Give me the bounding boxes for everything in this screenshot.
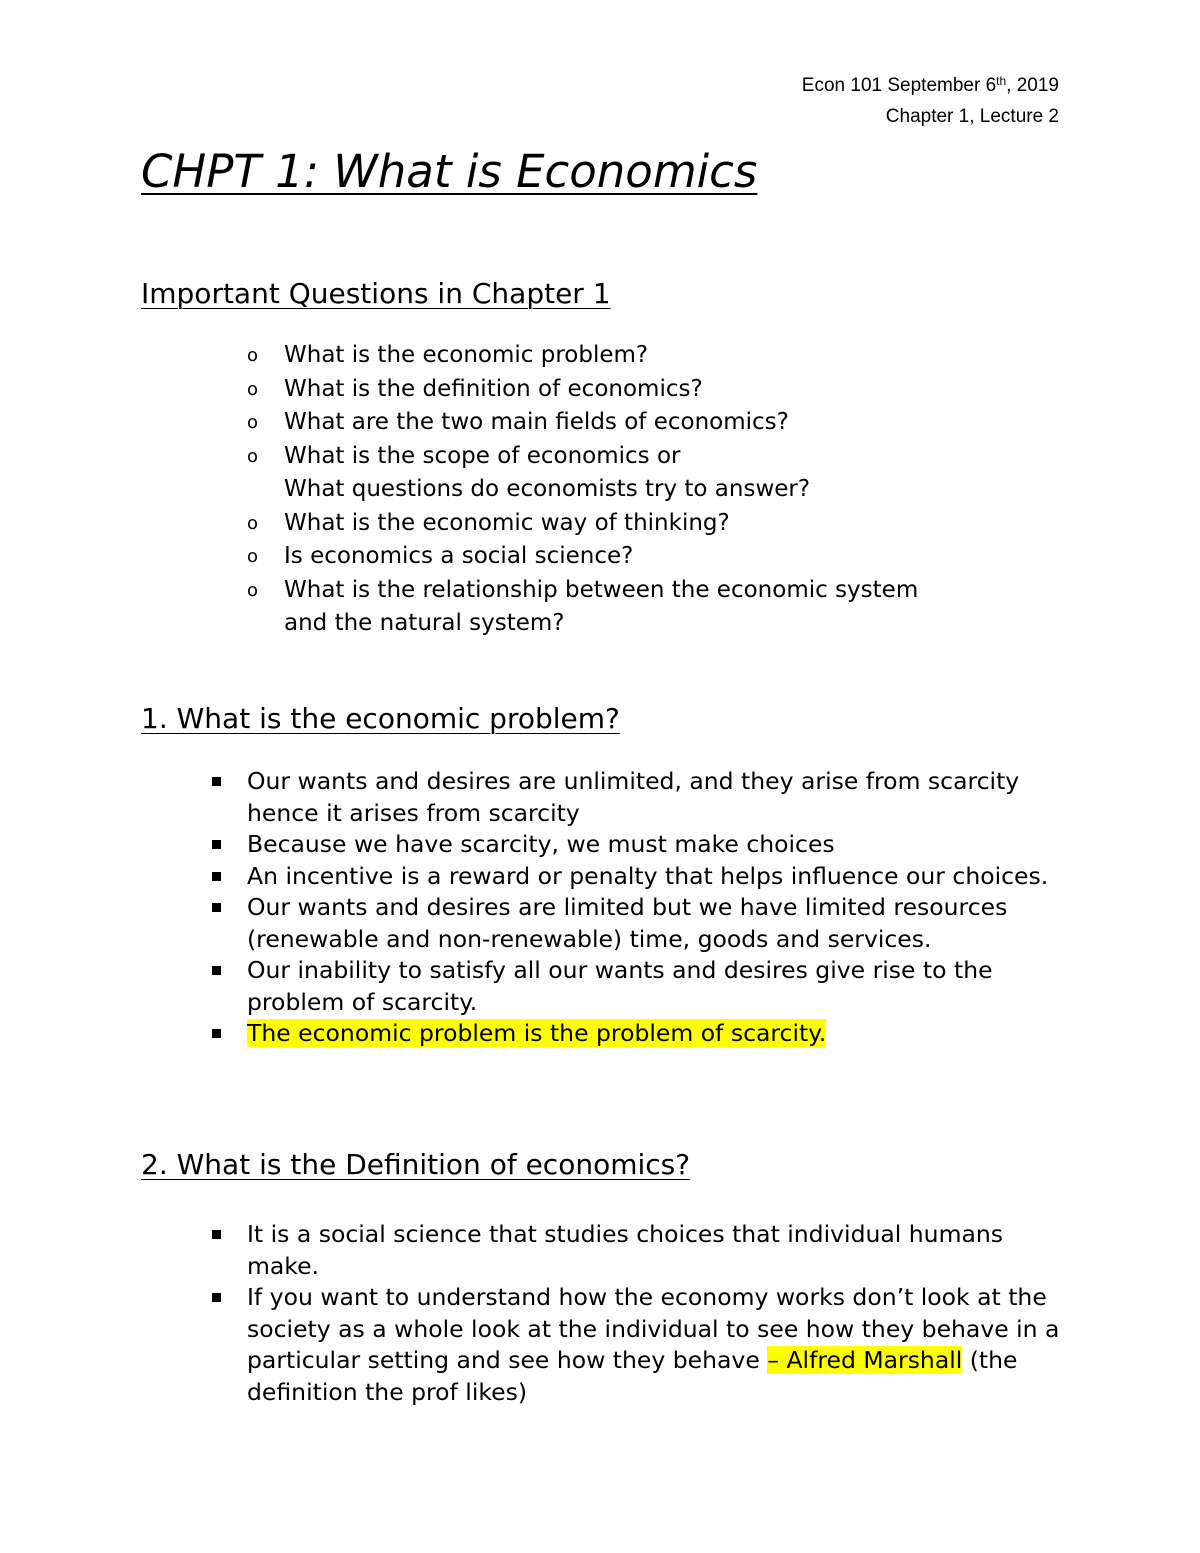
- circle-bullet-icon: o: [247, 445, 259, 467]
- page-title: CHPT 1: What is Economics: [141, 145, 758, 198]
- section-2-heading: 2. What is the Definition of economics?: [141, 1148, 691, 1181]
- square-bullet-icon: [212, 903, 221, 912]
- square-bullet-icon: [212, 1029, 221, 1038]
- list-item: [0, 540, 918, 574]
- question-text: What is the scope of economics or: [284, 442, 681, 469]
- header-course-date-prefix: Econ 101 September 6: [801, 75, 997, 96]
- important-questions-list: [0, 339, 918, 641]
- square-bullet-icon: [212, 872, 221, 881]
- circle-bullet-icon: o: [247, 412, 259, 433]
- list-item: [0, 861, 1077, 893]
- square-bullet-icon: [212, 1293, 221, 1302]
- list-item: [0, 507, 918, 541]
- list-item: [0, 406, 918, 440]
- circle-bullet-icon: o: [247, 345, 259, 366]
- square-bullet-icon: [212, 777, 221, 786]
- list-item: [0, 1282, 1077, 1408]
- square-bullet-icon: [212, 966, 221, 975]
- list-item: [0, 766, 1077, 829]
- header-year: , 2019: [1006, 75, 1059, 96]
- question-text: and the natural system?: [284, 610, 565, 636]
- question-text: What are the two main fields of economics?: [284, 409, 789, 435]
- question-text: What questions do economists try to answer?: [284, 476, 811, 502]
- bullet-text: If you want to understand how the economy works don’t look at the society as a whole look at the individual to see how they behave in a particular setting and see how they behave: [247, 1283, 1060, 1374]
- highlighted-bullet-text: The economic problem is the problem of scarcity.: [247, 1019, 827, 1047]
- header-course-date: [802, 70, 1059, 101]
- list-item: [0, 339, 918, 373]
- section-1-bullet-list: [0, 766, 1077, 1050]
- header-chapter-lecture: Chapter 1, Lecture 2: [885, 106, 1059, 127]
- list-item: [0, 1018, 1077, 1050]
- bullet-text: Our wants and desires are limited but we have limited resources (renewable and non-renewable) time, goods and services.: [247, 893, 1008, 953]
- list-item: [0, 1219, 1077, 1282]
- list-item: [0, 440, 918, 474]
- section-1-heading: 1. What is the economic problem?: [141, 702, 620, 735]
- section-2-bullet-list: [0, 1219, 1077, 1408]
- question-text: What is the economic way of thinking?: [284, 509, 730, 536]
- header-date-suffix: th: [996, 74, 1007, 88]
- question-text: Is economics a social science?: [284, 543, 634, 569]
- important-questions-heading: Important Questions in Chapter 1: [141, 277, 611, 310]
- document-header: [802, 70, 1059, 132]
- list-item-continuation: [0, 607, 918, 641]
- list-item-continuation: [0, 473, 918, 507]
- square-bullet-icon: [212, 1230, 221, 1239]
- bullet-text: It is a social science that studies choices that individual humans make.: [247, 1220, 1003, 1280]
- list-item: [0, 574, 918, 608]
- square-bullet-icon: [212, 840, 221, 849]
- bullet-text: Our inability to satisfy all our wants and desires give rise to the problem of scarcity.: [247, 956, 993, 1016]
- circle-bullet-icon: o: [247, 546, 259, 567]
- list-item: [0, 892, 1077, 955]
- list-item: [0, 955, 1077, 1018]
- circle-bullet-icon: o: [247, 579, 259, 601]
- bullet-text: Our wants and desires are unlimited, and they arise from scarcity hence it arises from scarcity: [247, 767, 1020, 827]
- bullet-text: An incentive is a reward or penalty that helps influence our choices.: [247, 861, 1049, 890]
- circle-bullet-icon: o: [247, 512, 259, 534]
- question-text: What is the economic problem?: [284, 342, 649, 368]
- question-text: What is the definition of economics?: [284, 375, 703, 402]
- question-text: What is the relationship between the economic system: [284, 576, 919, 603]
- circle-bullet-icon: o: [247, 378, 259, 400]
- highlighted-attribution: – Alfred Marshall: [767, 1346, 963, 1374]
- bullet-text: Because we have scarcity, we must make choices: [247, 830, 835, 858]
- list-item: [0, 373, 918, 407]
- list-item: [0, 829, 1077, 861]
- bullet-trailing-text: (the definition the prof likes): [247, 1346, 1018, 1406]
